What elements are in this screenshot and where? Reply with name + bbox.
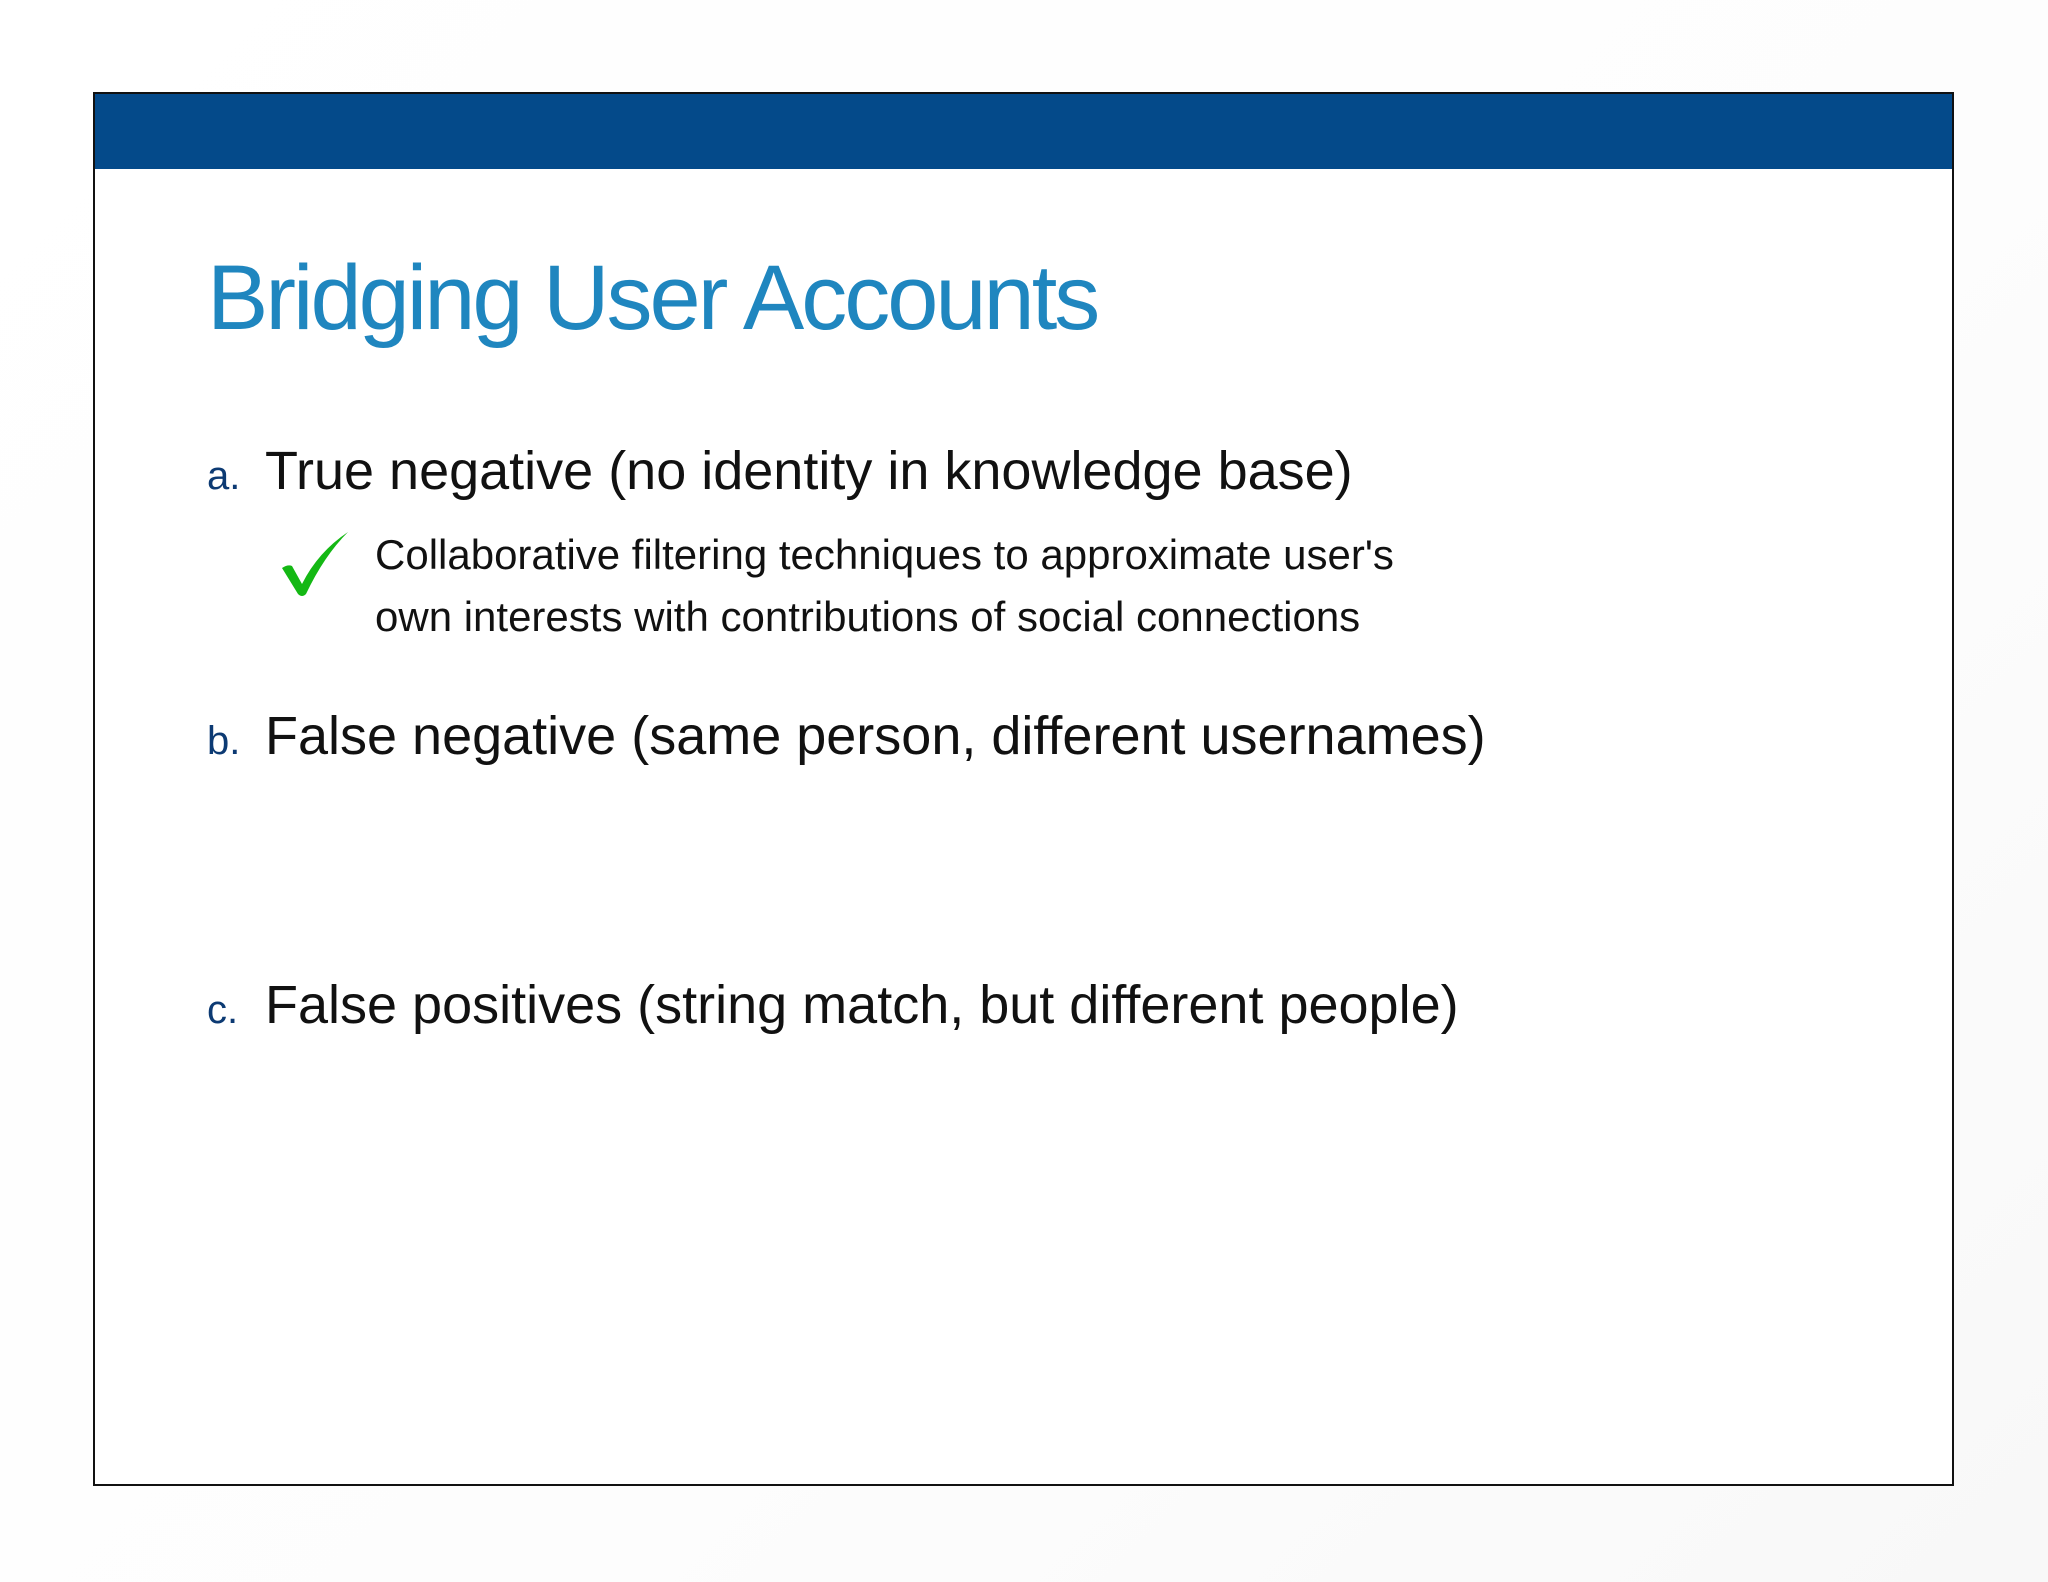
header-bar [95, 94, 1952, 169]
list-marker-a: a. [207, 454, 241, 498]
list-item-b [207, 706, 1486, 766]
slide [93, 92, 1954, 1486]
list-item-a [207, 441, 1353, 501]
list-item-b-text: False negative (same person, different usernames) [265, 706, 1486, 766]
slide-title: Bridging User Accounts [207, 247, 1098, 349]
list-item-c-text: False positives (string match, but different people) [265, 975, 1459, 1035]
list-item-c [207, 975, 1459, 1035]
sub-item-a-line-1: Collaborative filtering techniques to approximate user's [375, 531, 1394, 578]
sub-item-a-text [375, 524, 1394, 648]
list-marker-c: c. [207, 988, 239, 1032]
list-marker-b: b. [207, 719, 241, 763]
list-item-a-text: True negative (no identity in knowledge base) [265, 441, 1353, 501]
checkmark-icon [278, 528, 352, 602]
sub-item-a-line-2: own interests with contributions of social connections [375, 593, 1361, 640]
